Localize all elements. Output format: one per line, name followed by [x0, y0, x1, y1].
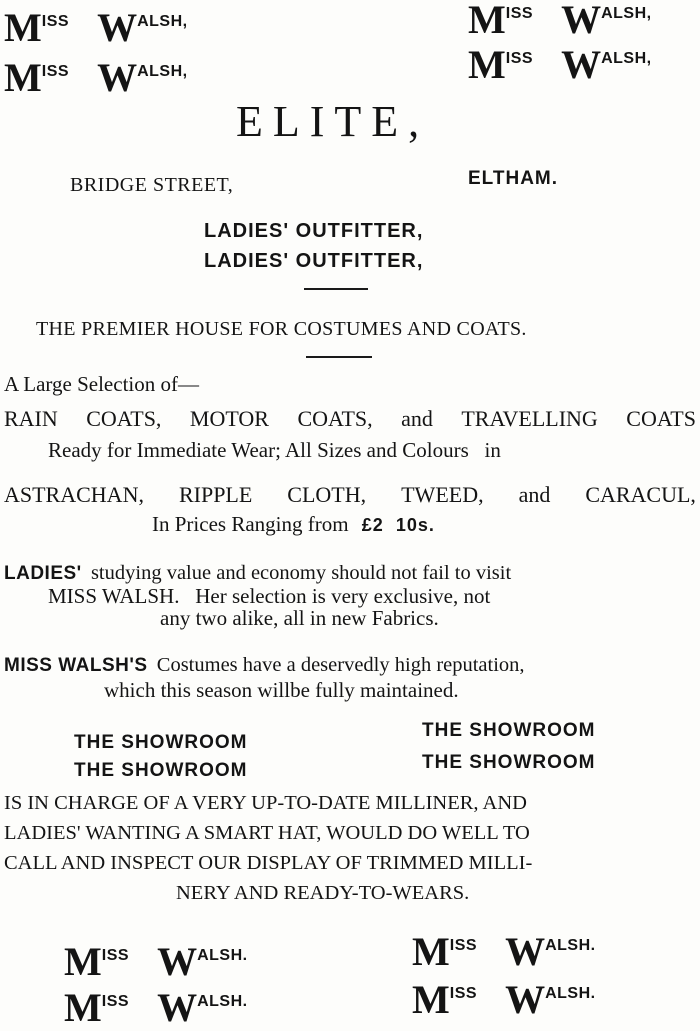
shop-name: ELITE, [236, 97, 430, 146]
coats-word: COATS [626, 406, 696, 431]
fabrics-word: CARACUL, [585, 482, 696, 507]
heading-miss-walsh-bottom-left-1: MISS WALSH. [64, 939, 248, 984]
showroom-heading-left-1: THE SHOWROOM [74, 732, 248, 753]
trade-line-1: LADIES' OUTFITTER, [204, 220, 424, 242]
fabrics-line-1 [4, 482, 696, 508]
heading-miss-walsh-top-left-1: MISS WALSH, [4, 5, 188, 50]
heading-miss-walsh-top-left-2: MISS WALSH, [4, 55, 188, 100]
coats-word: RAIN [4, 406, 58, 431]
fabrics-price-text: In Prices Ranging from [152, 512, 349, 536]
fabrics-word: TWEED, [401, 482, 484, 507]
ladies-lead: LADIES' [4, 563, 82, 584]
millinery-line-1: IS IN CHARGE OF A VERY UP-TO-DATE MILLINER, AND [4, 792, 527, 814]
heading-miss-walsh-top-right-1: MISS WALSH, [468, 0, 652, 42]
costumes-line-2: which this season willbe fully maintained. [104, 678, 459, 702]
costumes-line-1 [4, 652, 525, 677]
coats-word: COATS, [297, 406, 373, 431]
coats-word: TRAVELLING [461, 406, 598, 431]
heading-miss-walsh-bottom-right-2: MISS WALSH. [412, 977, 596, 1022]
coats-word: and [401, 406, 433, 431]
coats-line-2: Ready for Immediate Wear; All Sizes and Colours in [48, 438, 501, 462]
ladies-line-3: any two alike, all in new Fabrics. [160, 606, 439, 630]
fabrics-price: £2 10s. [361, 515, 435, 535]
fabrics-word: CLOTH, [287, 482, 367, 507]
fabrics-word: RIPPLE [178, 482, 253, 507]
intro-text: A Large Selection of— [4, 372, 199, 396]
ladies-line-1 [4, 560, 511, 585]
tagline: THE PREMIER HOUSE FOR COSTUMES AND COATS. [36, 318, 527, 340]
coats-line-1 [4, 406, 696, 432]
costumes-line-1-rest: Costumes have a deservedly high reputation, [156, 654, 525, 676]
shop-street: BRIDGE STREET, [70, 174, 234, 196]
fabrics-line-2 [152, 512, 435, 537]
fabrics-word: ASTRACHAN, [4, 482, 144, 507]
shop-town: ELTHAM. [468, 168, 559, 189]
heading-miss-walsh-bottom-right-1: MISS WALSH. [412, 929, 596, 974]
coats-word: MOTOR [189, 406, 269, 431]
millinery-line-4: NERY AND READY-TO-WEARS. [176, 882, 470, 904]
millinery-line-3: CALL AND INSPECT OUR DISPLAY OF TRIMMED MILLI- [4, 852, 533, 874]
heading-miss-walsh-bottom-left-2: MISS WALSH. [64, 985, 248, 1030]
showroom-heading-left-2: THE SHOWROOM [74, 760, 248, 781]
divider-rule-1 [304, 288, 368, 290]
heading-miss-walsh-top-right-2: MISS WALSH, [468, 42, 652, 87]
divider-rule-2 [306, 356, 372, 358]
costumes-lead: MISS WALSH'S [4, 655, 148, 676]
showroom-heading-right-1: THE SHOWROOM [422, 720, 596, 741]
showroom-heading-right-2: THE SHOWROOM [422, 752, 596, 773]
millinery-line-2: LADIES' WANTING A SMART HAT, WOULD DO WELL TO [4, 822, 530, 844]
fabrics-word: and [518, 482, 551, 507]
coats-word: COATS, [86, 406, 162, 431]
ladies-line-2: MISS WALSH. Her selection is very exclusive, not [48, 584, 491, 608]
ladies-line-1-rest: studying value and economy should not fail to visit [90, 562, 512, 584]
trade-line-2: LADIES' OUTFITTER, [204, 250, 424, 272]
